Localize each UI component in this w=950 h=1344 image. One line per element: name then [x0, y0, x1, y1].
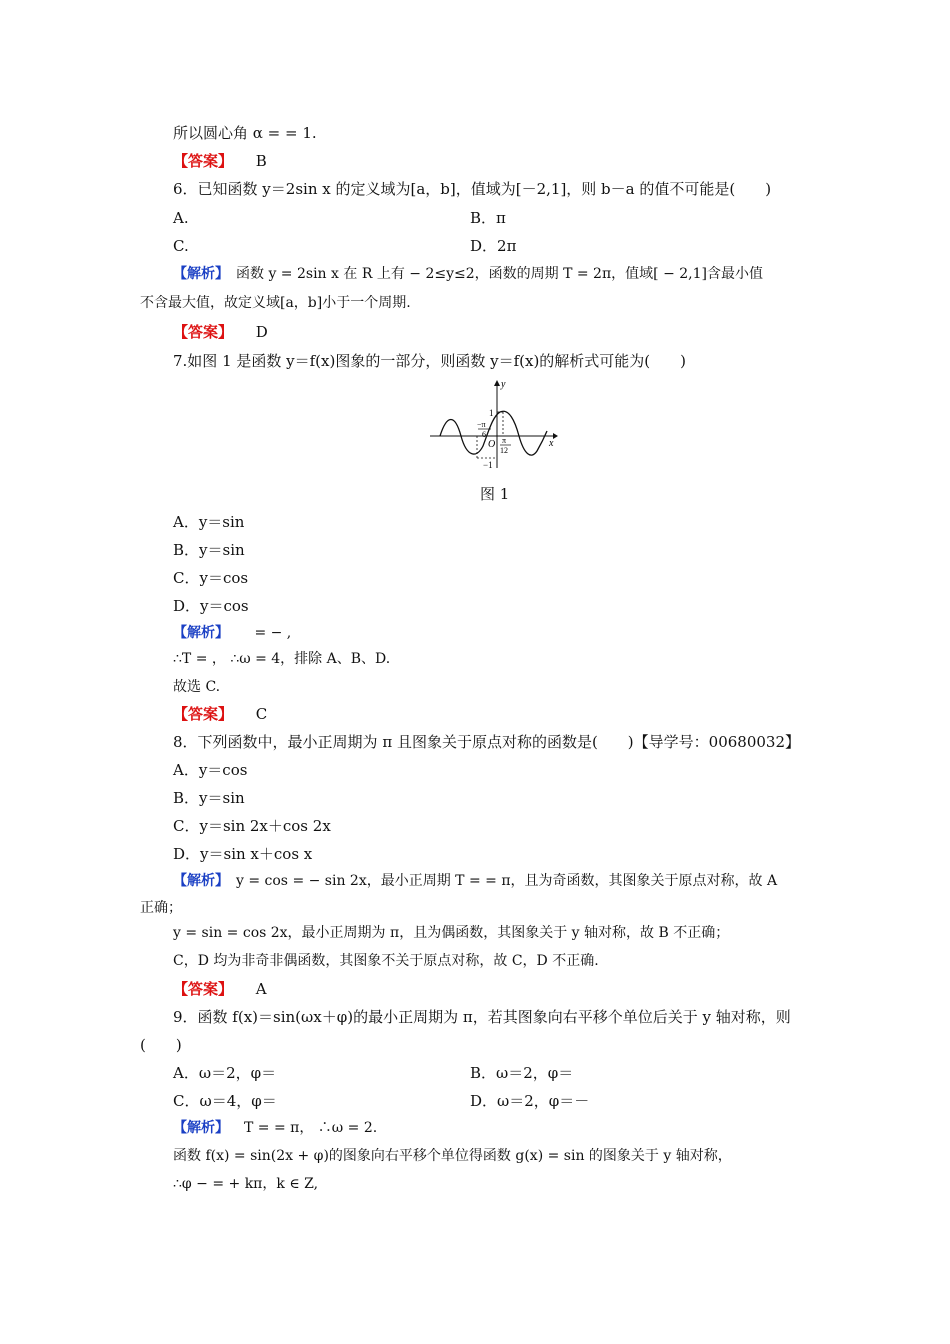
answer-value: B: [255, 152, 267, 170]
answer-row: [173, 704, 267, 724]
question-9-blank: ( ): [140, 1036, 182, 1054]
option-a: A.: [173, 209, 189, 227]
origin-label: O: [488, 439, 496, 450]
option-d: D．2π: [470, 237, 517, 255]
option-b: B．ω＝2，φ＝: [470, 1064, 574, 1082]
solution-text: = − ,: [236, 625, 292, 641]
option-a: A．y＝sin: [173, 513, 245, 531]
y-axis-arrow: [494, 380, 500, 386]
solution-text: ∴T = ， ∴ω = 4，排除 A、B、D.: [173, 651, 391, 667]
option-c: C．y＝sin 2x＋cos 2x: [173, 817, 331, 835]
pi-numerator: π: [502, 436, 507, 445]
option-a: A．y＝cos: [173, 761, 248, 779]
neg-pi-numerator: −π: [477, 420, 486, 429]
answer-value: D: [255, 323, 268, 341]
answer-tag: 【答案】: [173, 705, 234, 723]
answer-tag: 【答案】: [173, 323, 234, 341]
answer-row: [173, 151, 267, 171]
solution-text: y = cos = − sin 2x，最小正周期 T = = π，且为奇函数，其图象关于原点对称，故 A: [222, 873, 778, 889]
question-6: 6．已知函数 y＝2sin x 的定义域为[a，b]，值域为[－2,1]，则 b－a 的值不可能是( ): [173, 180, 772, 198]
option-c: C．y＝cos: [173, 569, 249, 587]
function-graph-figure: [425, 376, 560, 471]
solution-text: ∴φ − = + kπ，k ∈ Z,: [173, 1176, 319, 1192]
solution-text: 函数 f(x) = sin(2x + φ)的图象向右平移个单位得函数 g(x) = sin 的图象关于 y 轴对称，: [173, 1148, 732, 1164]
x-axis-arrow: [553, 433, 558, 439]
x-axis-label: x: [549, 438, 554, 449]
y-axis-label: y: [501, 379, 506, 390]
answer-row: [173, 979, 267, 999]
solution-row: [173, 1118, 377, 1138]
solution-row: [173, 871, 777, 891]
max-value-label: 1: [489, 408, 494, 418]
question-8: 8．下列函数中，最小正周期为 π 且图象关于原点对称的函数是( )【导学号：00680032】: [173, 733, 800, 751]
solution-tag: 【解析】: [173, 266, 222, 282]
answer-row: [173, 322, 268, 342]
question-9: 9．函数 f(x)＝sin(ωx＋φ)的最小正周期为 π，若其图象向右平移个单位后关于 y 轴对称，则: [173, 1008, 791, 1026]
question-7: 7.如图 1 是函数 y＝f(x)图象的一部分，则函数 y＝f(x)的解析式可能为( ): [173, 352, 687, 370]
solution-text: 故选 C.: [173, 679, 221, 695]
solution-text: y = sin = cos 2x，最小正周期为 π，且为偶函数，其图象关于 y 轴对称，故 B 不正确；: [173, 925, 730, 941]
answer-tag: 【答案】: [173, 980, 234, 998]
solution-text: 函数 y = 2sin x 在 R 上有 − 2≤y≤2，函数的周期 T = 2π，值域[ − 2,1]含最小值: [222, 266, 763, 282]
answer-value: A: [255, 980, 267, 998]
answer-value: C: [255, 705, 268, 723]
option-c: C．ω＝4，φ＝: [173, 1092, 277, 1110]
option-b: B．y＝sin: [173, 541, 245, 559]
solution-row: [173, 264, 763, 284]
solution-tag: 【解析】: [173, 1120, 222, 1136]
neg-pi-denominator: 6: [482, 430, 486, 439]
option-b: B．π: [470, 209, 506, 227]
solution-text: T = = π， ∴ω = 2.: [230, 1120, 378, 1136]
min-value-label: −1: [483, 460, 493, 470]
option-b: B．y＝sin: [173, 789, 245, 807]
solution-row: [173, 623, 291, 643]
solution-tag: 【解析】: [173, 625, 222, 641]
option-a: A．ω＝2，φ＝: [173, 1064, 277, 1082]
figure-caption: 图 1: [480, 485, 510, 503]
option-d: D．y＝sin x＋cos x: [173, 845, 313, 863]
solution-text: 不含最大值，故定义域[a，b]小于一个周期.: [140, 295, 411, 311]
option-c: C.: [173, 237, 189, 255]
option-d: D．y＝cos: [173, 597, 249, 615]
answer-tag: 【答案】: [173, 152, 234, 170]
solution-tag: 【解析】: [173, 873, 222, 889]
option-d: D．ω＝2，φ＝－: [470, 1092, 590, 1110]
pi-denominator: 12: [500, 446, 508, 455]
text-line: 所以圆心角 α = = 1.: [173, 124, 317, 142]
solution-text: C，D 均为非奇非偶函数，其图象不关于原点对称，故 C，D 不正确.: [173, 953, 599, 969]
solution-text: 正确；: [140, 900, 182, 916]
